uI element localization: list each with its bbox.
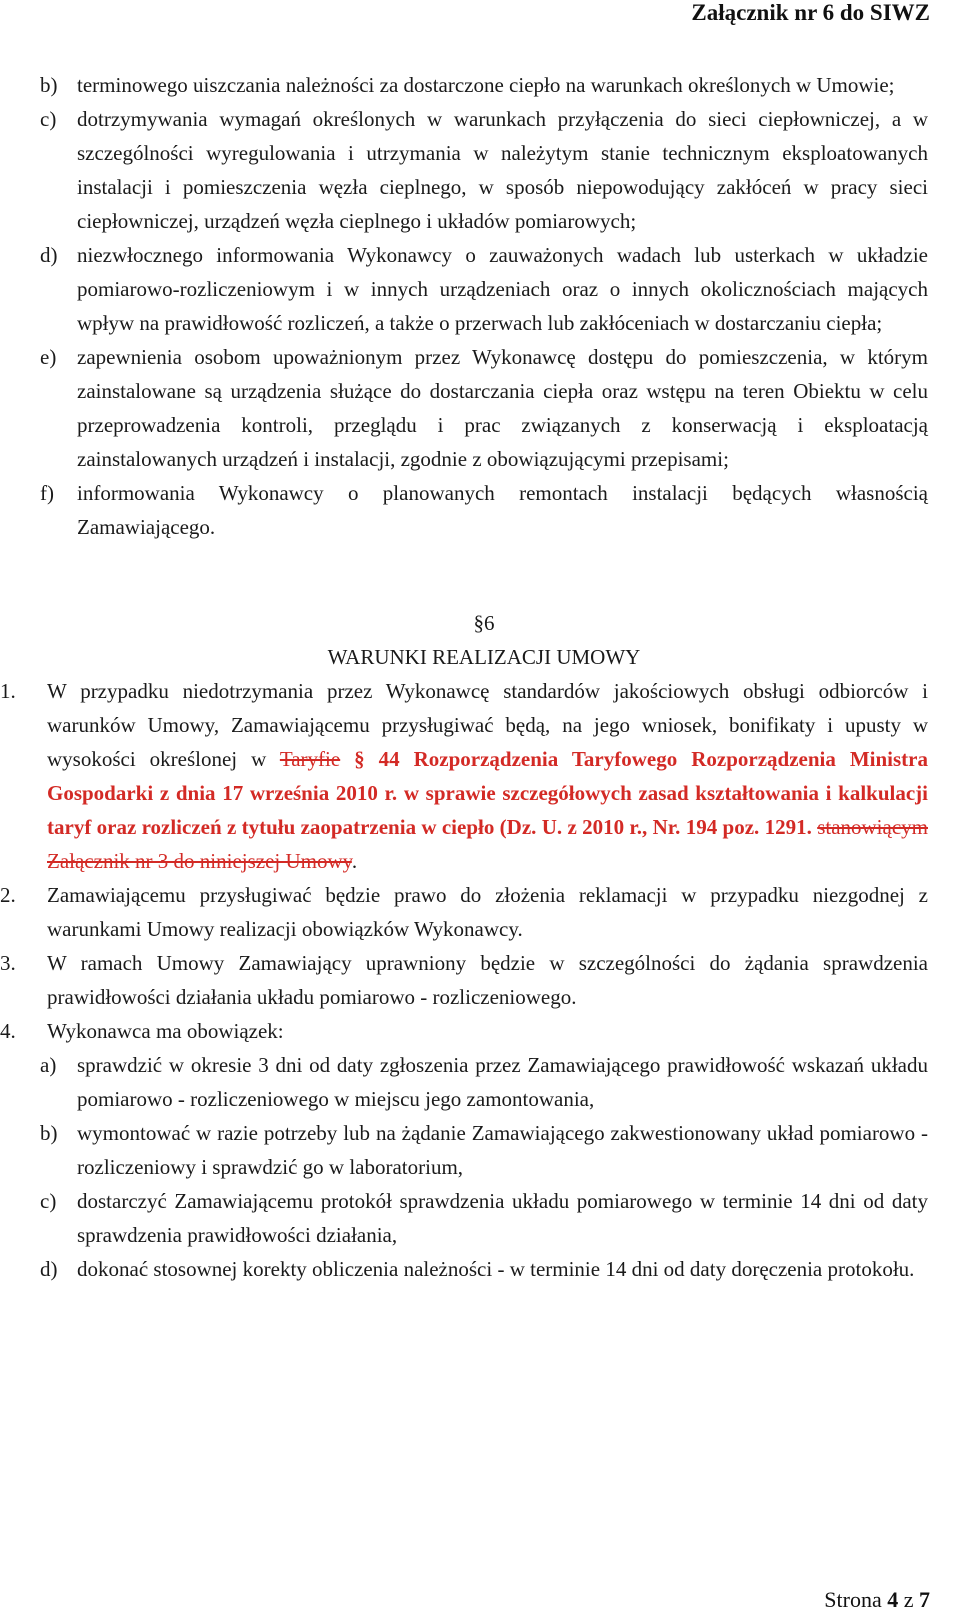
current-page: 4 (887, 1587, 899, 1612)
item-text: zapewnienia osobom upoważnionym przez Wykonawcę dostępu do pomieszczenia, w którym zainstalowane są urządzenia służące do dostarczania ciepła oraz wstępu na teren Obiektu w celu przeprowadzenia kontroli, przeglądu i prac związanych z konserwacją i eksploatacją zainstalowanych urządzeń i instalacji, zgodnie z obowiązującymi przepisami; (77, 345, 928, 471)
numbered-point (0, 878, 928, 946)
page-number (824, 1587, 930, 1613)
numbered-point (0, 946, 928, 1014)
item-label: e) (40, 345, 57, 369)
list-item (40, 102, 928, 238)
sub-item (40, 1252, 928, 1286)
numbered-point (0, 1014, 928, 1048)
inserted-text: § 44 Rozporządzenia Taryfowego Rozporządzenia Ministra Gospodarki z dnia 17 września 2010 r. w sprawie szczegółowych zasad kształtowania i kalkulacji taryf oraz rozliczeń z tytułu zaopatrzenia w ciepło (Dz. U. z 2010 r., Nr. 194 poz. 1291 (47, 747, 928, 839)
item-label: d) (40, 243, 58, 267)
item-text: terminowego uiszczania należności za dostarczone ciepło na warunkach określonych w Umowie; (77, 73, 895, 97)
item-text: informowania Wykonawcy o planowanych remontach instalacji będących własnością Zamawiającego. (77, 481, 928, 539)
spacer (40, 544, 928, 606)
list-item (40, 238, 928, 340)
point-text (47, 674, 928, 878)
item-label: c) (40, 107, 57, 131)
item-label: d) (40, 1257, 58, 1281)
item-text: dokonać stosownej korekty obliczenia należności - w terminie 14 dni od daty doręczenia protokołu. (77, 1257, 915, 1281)
point-text-start: W przypadku niedotrzymania przez Wykonawcę standardów jakościowych obsługi odbiorców i warunków Umowy, Zamawiającemu przysługiwać będą, na jego wniosek, bonifikaty i upusty w wysokości określonej w (47, 679, 928, 771)
deleted-text: stanowiącym Załącznik nr 3 do niniejszej Umowy (47, 815, 928, 873)
page-prefix: Strona (824, 1587, 882, 1612)
item-text: niezwłocznego informowania Wykonawcy o zauważonych wadach lub usterkach w układzie pomiarowo-rozliczeniowym i w innych urządzeniach oraz o innych okolicznościach mających wpływ na prawidłowość rozliczeń, a także o przerwach lub zakłóceniach w dostarczaniu ciepła; (77, 243, 928, 335)
item-label: a) (40, 1053, 57, 1077)
item-text: wymontować w razie potrzeby lub na żądanie Zamawiającego zakwestionowany układ pomiarowo - rozliczeniowy i sprawdzić go w laboratorium, (77, 1121, 928, 1179)
list-item (40, 68, 928, 102)
section-number: §6 (473, 611, 495, 635)
deleted-text: Taryfie (279, 747, 341, 771)
sub-item (40, 1048, 928, 1116)
document-body (0, 68, 928, 1286)
item-label: f) (40, 481, 54, 505)
point-text-end: . (351, 849, 358, 873)
item-text: sprawdzić w okresie 3 dni od daty zgłoszenia przez Zamawiającego prawidłowość wskazań układu pomiarowo - rozliczeniowego w miejscu jego zamontowania, (77, 1053, 928, 1111)
sub-item (40, 1184, 928, 1252)
point-text: Zamawiającemu przysługiwać będzie prawo do złożenia reklamacji w przypadku niezgodnej z warunkami Umowy realizacji obowiązków Wykonawcy. (47, 883, 928, 941)
numbered-point (0, 674, 928, 878)
inserted-period: . (806, 815, 818, 839)
list-item (40, 476, 928, 544)
point-text: W ramach Umowy Zamawiający uprawniony będzie w szczególności do żądania sprawdzenia prawidłowości działania układu pomiarowo - rozliczeniowego. (47, 951, 928, 1009)
item-label: c) (40, 1189, 57, 1213)
item-text: dotrzymywania wymagań określonych w warunkach przyłączenia do sieci ciepłowniczej, a w szczególności wyregulowania i utrzymania w należytym stanie technicznym eksploatowanych instalacji i pomieszczenia węzła cieplnego, w sposób niepowodujący zakłóceń w pracy sieci ciepłowniczej, urządzeń węzła cieplnego i układów pomiarowych; (77, 107, 928, 233)
item-label: b) (40, 73, 58, 97)
point-label: 4. (0, 1019, 16, 1043)
list-item (40, 340, 928, 476)
section-title: WARUNKI REALIZACJI UMOWY (327, 645, 641, 669)
point-label: 3. (0, 951, 16, 975)
sub-item (40, 1116, 928, 1184)
point-text: Wykonawca ma obowiązek: (47, 1019, 284, 1043)
item-label: b) (40, 1121, 58, 1145)
item-text: dostarczyć Zamawiającemu protokół sprawdzenia układu pomiarowego w terminie 14 dni od daty sprawdzenia prawidłowości działania, (77, 1189, 928, 1247)
page-of: z (903, 1587, 914, 1612)
point-label: 2. (0, 883, 16, 907)
total-pages: 7 (919, 1587, 930, 1612)
point-label: 1. (0, 679, 16, 703)
attachment-header: Załącznik nr 6 do SIWZ (691, 0, 930, 25)
